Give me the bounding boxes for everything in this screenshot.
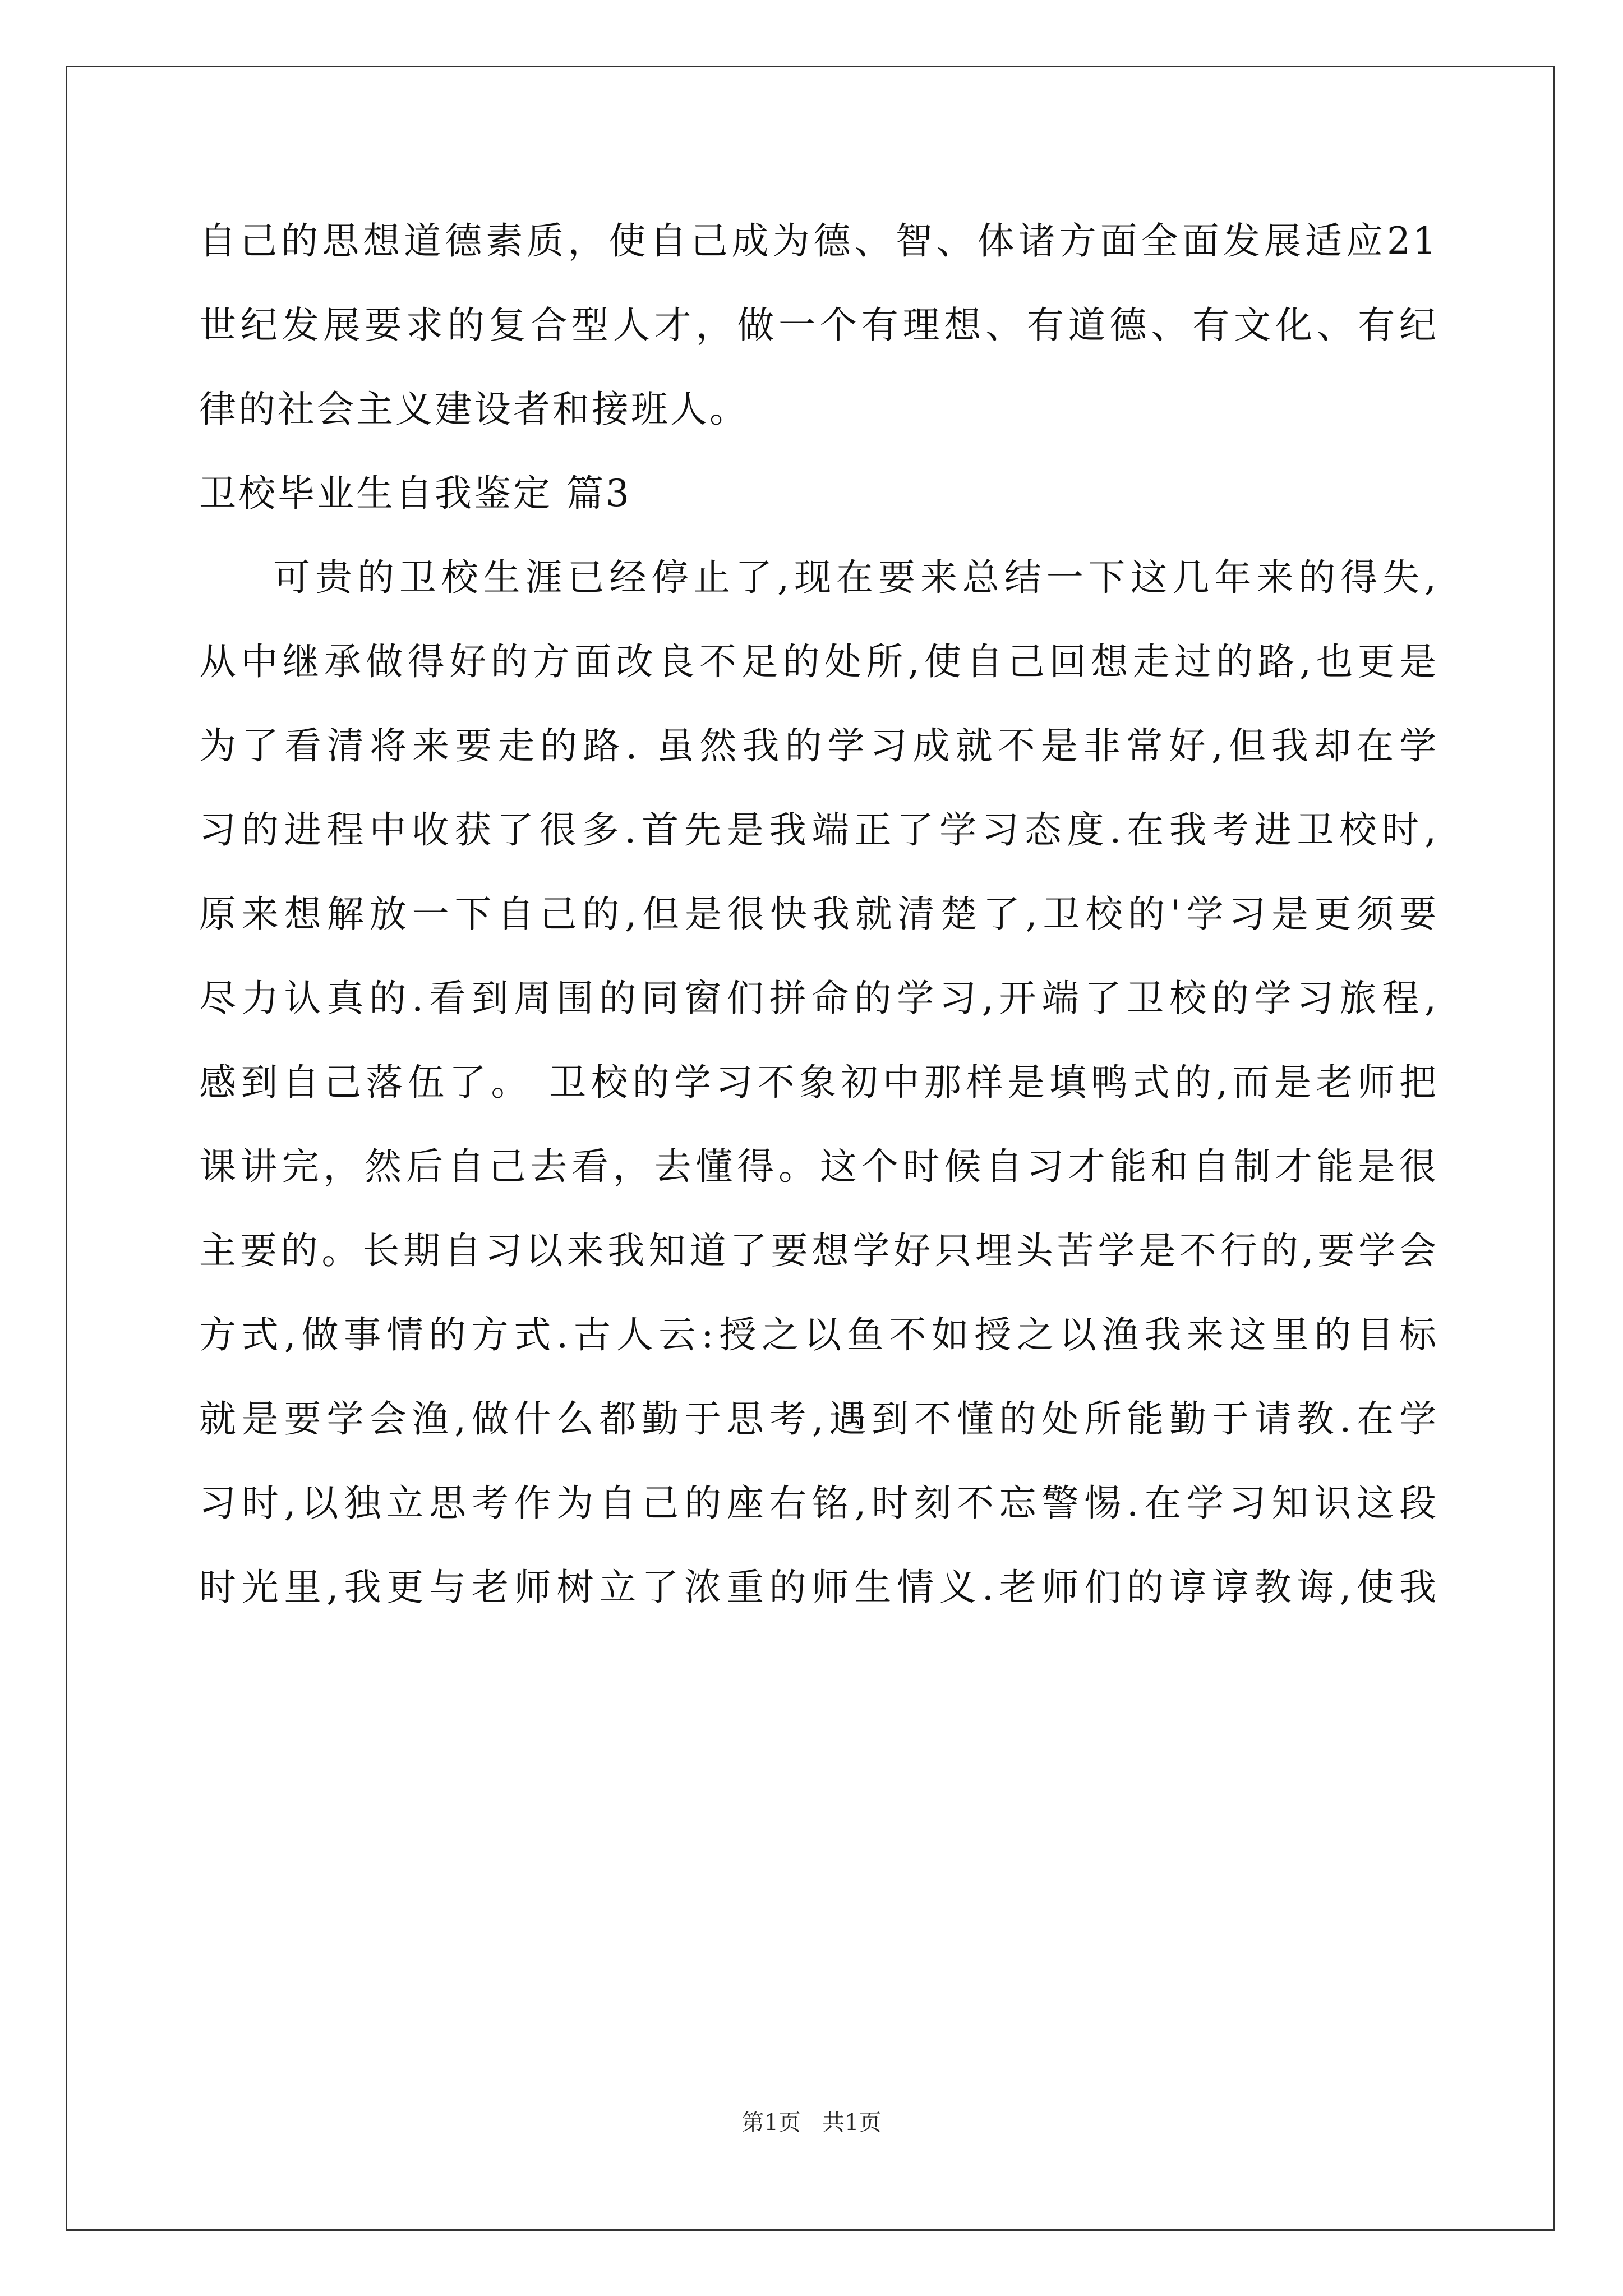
page-footer: 第1页 共1页 xyxy=(741,2110,882,2136)
paragraph-line: 习时,以独立思考作为自己的座右铭,时刻不忘警惕.在学习知识这段 xyxy=(199,1481,1438,1525)
paragraph-line: 方式,做事情的方式.古人云:授之以鱼不如授之以渔我来这里的目标 xyxy=(199,1313,1438,1356)
paragraph-line: 时光里,我更与老师树立了浓重的师生情义.老师们的谆谆教诲,使我 xyxy=(199,1566,1438,1609)
paragraph-line: 课讲完，然后自己去看，去懂得。这个时候自习才能和自制才能是很 xyxy=(199,1145,1438,1188)
paragraph-line: 可贵的卫校生涯已经停止了,现在要来总结一下这几年来的得失, xyxy=(273,556,1438,599)
paragraph-line: 尽力认真的.看到周围的同窗们拼命的学习,开端了卫校的学习旅程, xyxy=(199,977,1438,1020)
paragraph-line: 律的社会主义建设者和接班人。 xyxy=(199,388,749,431)
paragraph-line: 主要的。长期自习以来我知道了要想学好只埋头苦学是不行的,要学会 xyxy=(199,1229,1438,1272)
paragraph-line: 原来想解放一下自己的,但是很快我就清楚了,卫校的'学习是更须要 xyxy=(199,892,1438,936)
paragraph-line: 感到自己落伍了。 卫校的学习不象初中那样是填鸭式的,而是老师把 xyxy=(199,1061,1438,1104)
paragraph-line: 从中继承做得好的方面改良不足的处所,使自己回想走过的路,也更是 xyxy=(199,640,1438,683)
section-heading: 卫校毕业生自我鉴定 篇3 xyxy=(199,472,631,515)
paragraph-line: 世纪发展要求的复合型人才，做一个有理想、有道德、有文化、有纪 xyxy=(199,303,1438,347)
paragraph-line: 习的进程中收获了很多.首先是我端正了学习态度.在我考进卫校时, xyxy=(199,808,1438,852)
paragraph-line: 自己的思想道德素质，使自己成为德、智、体诸方面全面发展适应21 xyxy=(199,219,1438,263)
paragraph-line: 就是要学会渔,做什么都勤于思考,遇到不懂的处所能勤于请教.在学 xyxy=(199,1397,1438,1441)
paragraph-line: 为了看清将来要走的路. 虽然我的学习成就不是非常好,但我却在学 xyxy=(199,724,1438,767)
